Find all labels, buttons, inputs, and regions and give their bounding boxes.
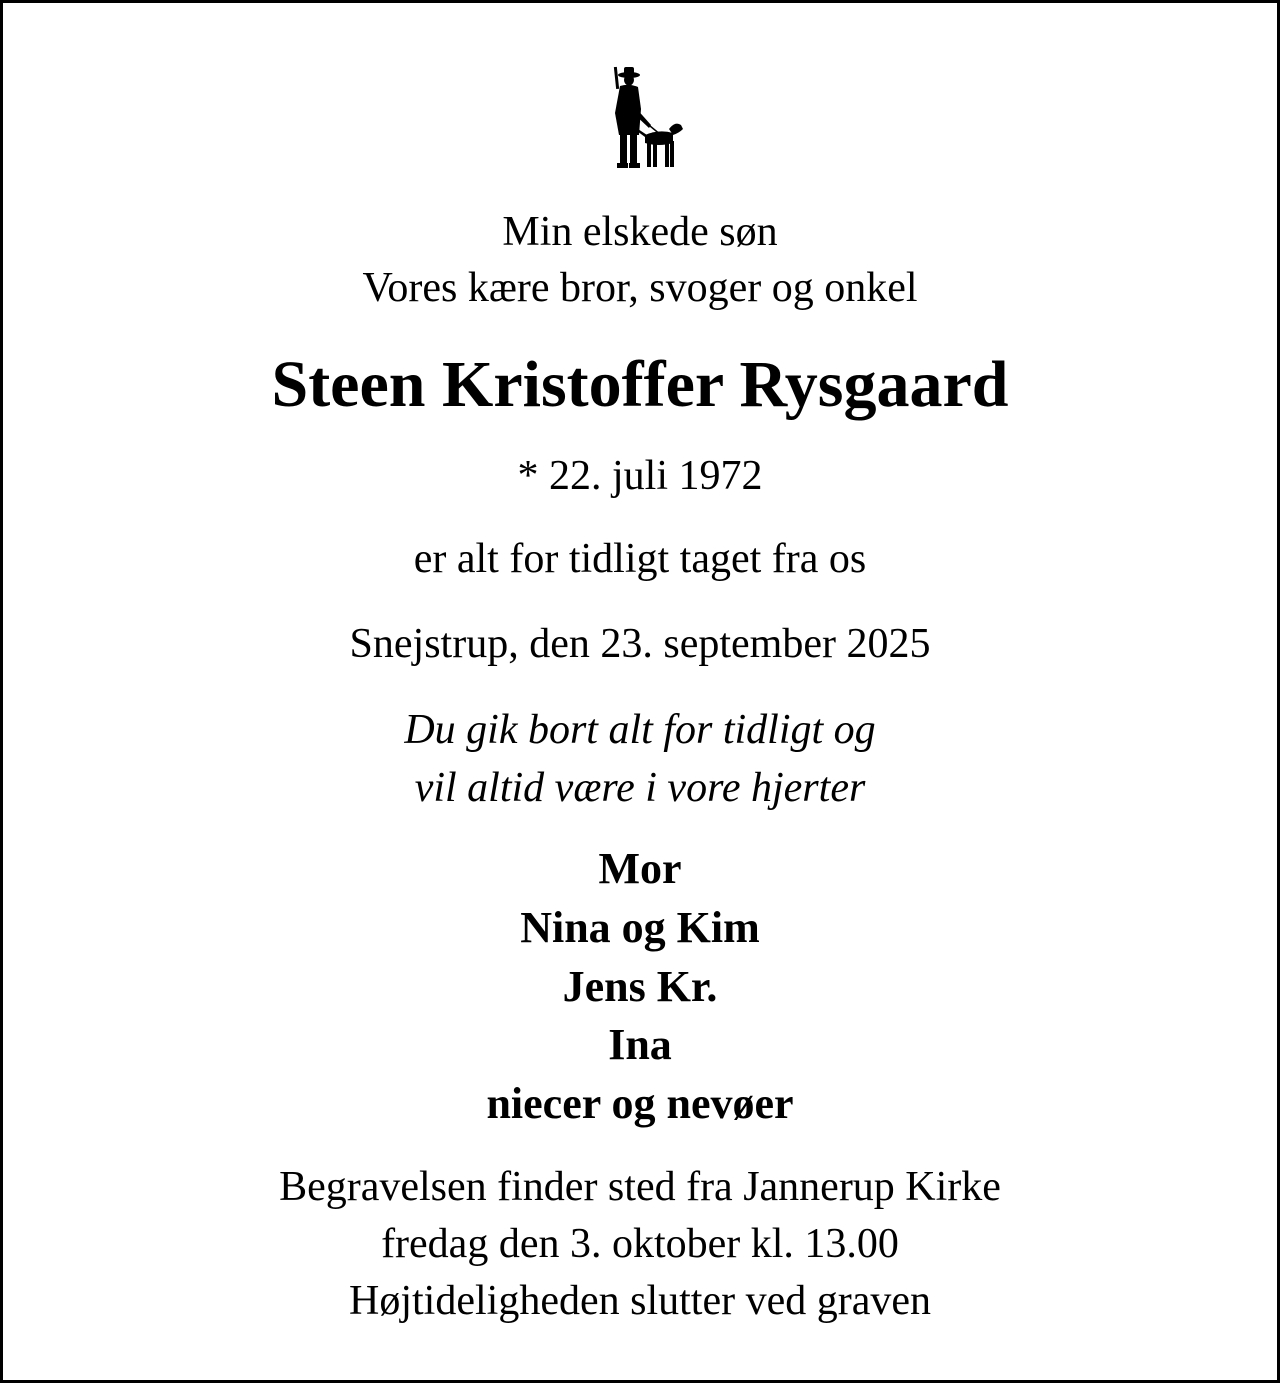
mourner-4: Ina: [608, 1020, 672, 1069]
verse-line-1: Du gik bort alt for tidligt og: [404, 707, 876, 753]
hunter-with-dog-icon: [601, 63, 685, 173]
funeral-line-3: Højtideligheden slutter ved graven: [349, 1278, 931, 1324]
mourner-1: Mor: [598, 844, 682, 893]
mourner-5: niecer og nevøer: [486, 1079, 794, 1128]
birth-date: * 22. juli 1972: [517, 453, 763, 499]
intro-line-1: Min elskede søn: [502, 209, 778, 255]
funeral-line-1: Begravelsen finder sted fra Jannerup Kirke: [279, 1164, 1001, 1210]
verse-line-2: vil altid være i vore hjerter: [414, 765, 866, 811]
intro-line-2: Vores kære bror, svoger og onkel: [362, 265, 918, 311]
passing-text: er alt for tidligt taget fra os: [413, 536, 867, 582]
mourner-3: Jens Kr.: [562, 962, 718, 1011]
mourner-2: Nina og Kim: [520, 903, 760, 952]
deceased-name: Steen Kristoffer Rysgaard: [271, 348, 1009, 421]
place-and-date: Snejstrup, den 23. september 2025: [349, 621, 931, 667]
funeral-line-2: fredag den 3. oktober kl. 13.00: [381, 1221, 899, 1267]
